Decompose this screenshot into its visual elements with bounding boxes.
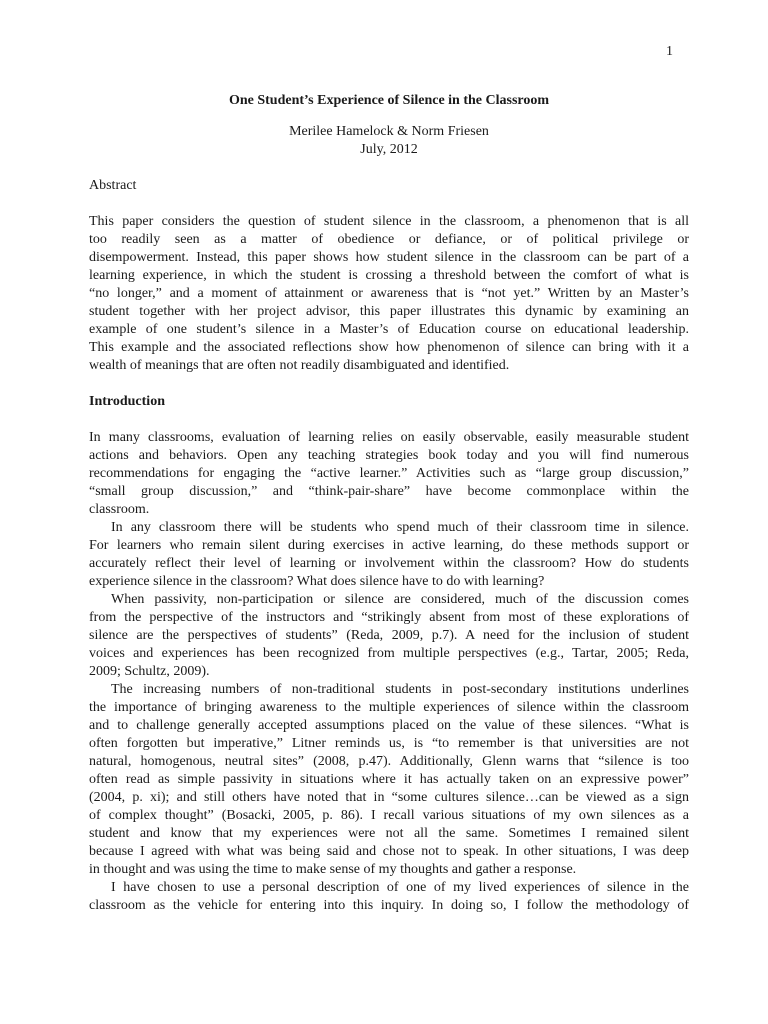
abstract-line: disempowerment. Instead, this paper shows how student silence in the classroom can be part of a <box>89 250 689 265</box>
page-number: 1 <box>666 44 673 59</box>
paragraph-line: accurately reflect their level of learning or involvement within the classroom? How do students <box>89 556 689 571</box>
paragraph-line: often forgotten but imperative,” Litner reminds us, is “to remember is that universities are not <box>89 736 689 751</box>
abstract-body <box>89 213 689 375</box>
paragraph-line: 2009; Schultz, 2009). <box>89 664 210 679</box>
abstract-line: learning experience, in which the student is crossing a threshold between the comfort of what is <box>89 268 689 283</box>
paragraph-line: experience silence in the classroom? What does silence have to do with learning? <box>89 574 545 589</box>
paper-title: One Student’s Experience of Silence in the Classroom <box>228 93 550 108</box>
paragraph-line: natural, homogenous, neutral sites” (2008, p.47). Additionally, Glenn warns that “silence is too <box>89 754 689 769</box>
paragraph-line: The increasing numbers of non-traditional students in post-secondary institutions underlines <box>111 682 689 697</box>
paragraph-line: I have chosen to use a personal description of one of my lived experiences of silence in the <box>111 880 689 895</box>
abstract-line: “no longer,” and a moment of attainment or awareness that is “not yet.” Written by an Master’s <box>89 286 689 301</box>
paragraph-line: actions and behaviors. Open any teaching strategies book today and you will find numerous <box>89 448 689 463</box>
abstract-line: student together with her project advisor, this paper illustrates this dynamic by examining an <box>89 304 689 319</box>
paper-date: July, 2012 <box>360 142 418 157</box>
paper-authors: Merilee Hamelock & Norm Friesen <box>289 124 489 139</box>
intro-paragraph <box>89 879 689 915</box>
paragraph-line: of complex thought” (Bosacki, 2005, p. 86). I recall various situations of my own silences as a <box>89 808 689 823</box>
paragraph-line: student and know that my experiences were not all the same. Sometimes I remained silent <box>89 826 689 841</box>
paragraph-line: from the perspective of the instructors and “strikingly absent from most of these explorations of <box>89 610 689 625</box>
paragraph-line: (2004, p. xi); and still others have noted that in “some cultures silence…can be viewed as a sign <box>89 790 689 805</box>
paragraph-line: “small group discussion,” and “think-pair-share” have become commonplace within the <box>89 484 689 499</box>
paragraph-line: because I agreed with what was being said and chose not to speak. In other situations, I was deep <box>89 844 689 859</box>
abstract-line: This example and the associated reflections show how phenomenon of silence can bring with it a <box>89 340 689 355</box>
paragraph-line: voices and experiences has been recognized from multiple perspectives (e.g., Tartar, 2005; Reda, <box>89 646 689 661</box>
paragraph-line: In any classroom there will be students who spend much of their classroom time in silence. <box>111 520 689 535</box>
paragraph-line: recommendations for engaging the “active learner.” Activities such as “large group discussion,” <box>89 466 689 481</box>
paragraph-line: For learners who remain silent during exercises in active learning, do these methods support or <box>89 538 689 553</box>
intro-paragraph <box>89 591 689 681</box>
introduction-heading: Introduction <box>89 394 165 409</box>
paragraph-line: the importance of bringing awareness to the multiple experiences of silence within the classroom <box>89 700 689 715</box>
intro-paragraph <box>89 681 689 879</box>
paragraph-line: When passivity, non-participation or silence are considered, much of the discussion comes <box>111 592 689 607</box>
abstract-line: This paper considers the question of student silence in the classroom, a phenomenon that is all <box>89 214 689 229</box>
intro-paragraph <box>89 519 689 591</box>
abstract-line: example of one student’s silence in a Master’s of Education course on educational leadership. <box>89 322 689 337</box>
paragraph-line: classroom. <box>89 502 150 517</box>
paper-content <box>89 92 689 915</box>
abstract-line: too readily seen as a matter of obedience or defiance, or of political privilege or <box>89 232 689 247</box>
paragraph-line: classroom as the vehicle for entering into this inquiry. In doing so, I follow the methodology of <box>89 898 689 913</box>
abstract-line: wealth of meanings that are often not readily disambiguated and identified. <box>89 358 510 373</box>
intro-paragraph <box>89 429 689 519</box>
abstract-heading: Abstract <box>89 178 137 193</box>
paragraph-line: and to challenge generally accepted assumptions placed on the value of these silences. “What is <box>89 718 689 733</box>
paragraph-line: in thought and was using the time to make sense of my thoughts and gather a response. <box>89 862 577 877</box>
paragraph-line: silence are the perspectives of students” (Reda, 2009, p.7). A need for the inclusion of student <box>89 628 689 643</box>
paragraph-line: often read as simple passivity in situations where it has actually taken on an expressive power” <box>89 772 689 787</box>
paragraph-line: In many classrooms, evaluation of learning relies on easily observable, easily measurable student <box>89 430 689 445</box>
